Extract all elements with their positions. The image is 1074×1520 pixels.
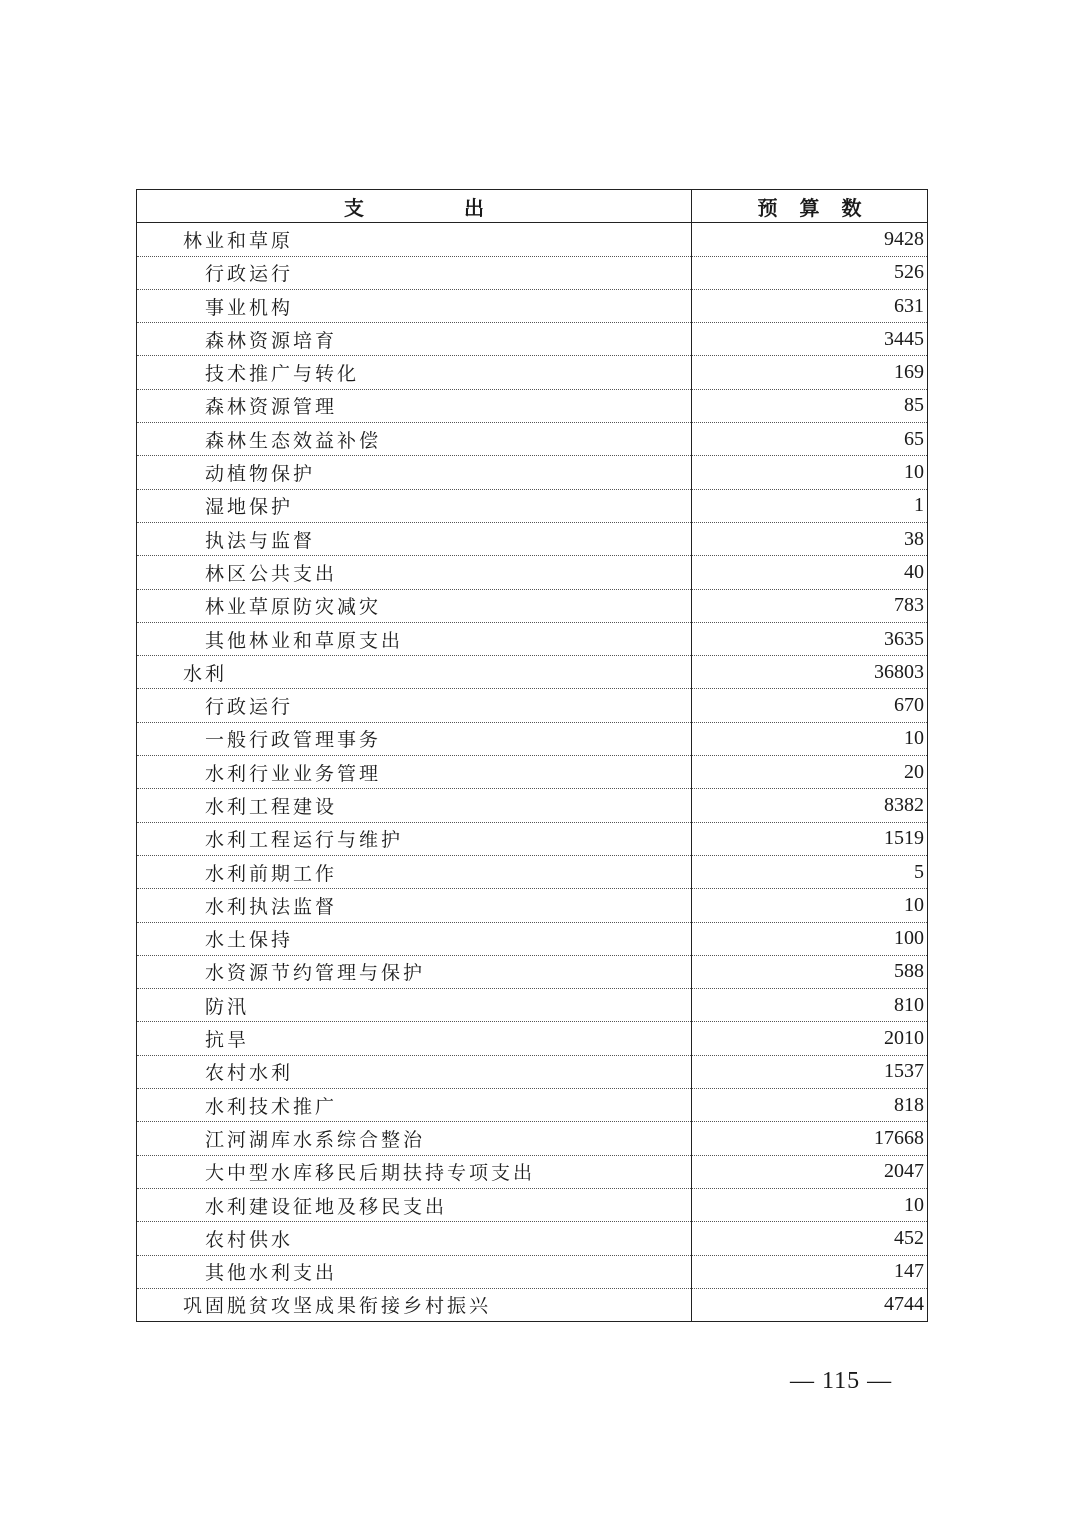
budget-value-cell: 670 xyxy=(692,689,928,722)
item-name-cell: 林业草原防灾减灾 xyxy=(137,589,692,622)
table-row xyxy=(137,1122,928,1155)
budget-value-cell: 783 xyxy=(692,589,928,622)
table-row xyxy=(137,456,928,489)
item-name-cell: 森林资源管理 xyxy=(137,389,692,422)
table-row xyxy=(137,1155,928,1188)
table-row xyxy=(137,1255,928,1288)
budget-value-cell: 1 xyxy=(692,489,928,522)
item-name-cell: 水利前期工作 xyxy=(137,855,692,888)
item-name-cell: 行政运行 xyxy=(137,689,692,722)
item-name-cell: 抗旱 xyxy=(137,1022,692,1055)
table-row xyxy=(137,323,928,356)
table-row xyxy=(137,689,928,722)
header-expenditure: 支出 xyxy=(137,190,692,223)
budget-value-cell: 1537 xyxy=(692,1055,928,1088)
budget-value-cell: 3635 xyxy=(692,622,928,655)
table-row xyxy=(137,522,928,555)
item-name-cell: 森林生态效益补偿 xyxy=(137,423,692,456)
budget-value-cell: 9428 xyxy=(692,223,928,256)
table-row xyxy=(137,1089,928,1122)
table-row xyxy=(137,722,928,755)
budget-value-cell: 10 xyxy=(692,889,928,922)
table-row xyxy=(137,356,928,389)
table-row xyxy=(137,656,928,689)
item-name-cell: 农村水利 xyxy=(137,1055,692,1088)
table-row xyxy=(137,756,928,789)
item-name-cell: 森林资源培育 xyxy=(137,323,692,356)
category-name-cell: 水利 xyxy=(137,656,692,689)
item-name-cell: 水利行业业务管理 xyxy=(137,756,692,789)
header-budget-amount: 预算数 xyxy=(692,190,928,223)
table-row xyxy=(137,423,928,456)
budget-value-cell: 147 xyxy=(692,1255,928,1288)
budget-value-cell: 8382 xyxy=(692,789,928,822)
item-name-cell: 事业机构 xyxy=(137,289,692,322)
table-row xyxy=(137,256,928,289)
category-name-cell: 巩固脱贫攻坚成果衔接乡村振兴 xyxy=(137,1288,692,1321)
item-name-cell: 水利工程运行与维护 xyxy=(137,822,692,855)
budget-value-cell: 3445 xyxy=(692,323,928,356)
budget-value-cell: 10 xyxy=(692,722,928,755)
item-name-cell: 大中型水库移民后期扶持专项支出 xyxy=(137,1155,692,1188)
budget-value-cell: 17668 xyxy=(692,1122,928,1155)
budget-value-cell: 85 xyxy=(692,389,928,422)
table-row xyxy=(137,1222,928,1255)
item-name-cell: 防汛 xyxy=(137,989,692,1022)
budget-value-cell: 2010 xyxy=(692,1022,928,1055)
item-name-cell: 动植物保护 xyxy=(137,456,692,489)
table-row xyxy=(137,855,928,888)
item-name-cell: 湿地保护 xyxy=(137,489,692,522)
table-body xyxy=(137,223,928,1322)
budget-value-cell: 65 xyxy=(692,423,928,456)
budget-value-cell: 5 xyxy=(692,855,928,888)
budget-value-cell: 36803 xyxy=(692,656,928,689)
item-name-cell: 技术推广与转化 xyxy=(137,356,692,389)
budget-value-cell: 20 xyxy=(692,756,928,789)
table-header-row xyxy=(137,190,928,223)
item-name-cell: 农村供水 xyxy=(137,1222,692,1255)
budget-value-cell: 2047 xyxy=(692,1155,928,1188)
budget-value-cell: 818 xyxy=(692,1089,928,1122)
budget-value-cell: 38 xyxy=(692,522,928,555)
table-row xyxy=(137,922,928,955)
table-row xyxy=(137,589,928,622)
table-row xyxy=(137,1022,928,1055)
item-name-cell: 水利工程建设 xyxy=(137,789,692,822)
table-row xyxy=(137,1188,928,1221)
table-row xyxy=(137,789,928,822)
item-name-cell: 其他林业和草原支出 xyxy=(137,622,692,655)
budget-value-cell: 4744 xyxy=(884,1293,924,1316)
budget-value-cell: 810 xyxy=(692,989,928,1022)
item-name-cell: 江河湖库水系综合整治 xyxy=(137,1122,692,1155)
item-name-cell: 水利建设征地及移民支出 xyxy=(137,1188,692,1221)
item-name-cell: 水土保持 xyxy=(137,922,692,955)
page-number: — 115 — xyxy=(790,1368,893,1394)
table-row xyxy=(137,289,928,322)
budget-value-cell: 100 xyxy=(692,922,928,955)
table-row xyxy=(137,556,928,589)
item-name-cell: 执法与监督 xyxy=(137,522,692,555)
budget-value-cell: 10 xyxy=(692,1188,928,1221)
table-row xyxy=(137,989,928,1022)
table-row xyxy=(137,822,928,855)
item-name-cell: 水资源节约管理与保护 xyxy=(137,955,692,988)
budget-value-cell: 526 xyxy=(692,256,928,289)
table-row xyxy=(137,1288,928,1321)
item-name-cell: 其他水利支出 xyxy=(137,1255,692,1288)
budget-value-cell: 1519 xyxy=(692,822,928,855)
budget-value-cell: 10 xyxy=(692,456,928,489)
budget-value-cell: 631 xyxy=(692,289,928,322)
item-name-cell: 行政运行 xyxy=(137,256,692,289)
budget-table xyxy=(136,189,928,1322)
budget-value-cell: 169 xyxy=(692,356,928,389)
category-name-cell: 林业和草原 xyxy=(137,223,692,256)
table-row xyxy=(137,955,928,988)
table-row xyxy=(137,889,928,922)
budget-value-cell: 452 xyxy=(692,1222,928,1255)
item-name-cell: 水利执法监督 xyxy=(137,889,692,922)
item-name-cell: 林区公共支出 xyxy=(137,556,692,589)
table-row xyxy=(137,223,928,256)
table-row xyxy=(137,389,928,422)
item-name-cell: 水利技术推广 xyxy=(137,1089,692,1122)
table-row xyxy=(137,489,928,522)
table-row xyxy=(137,622,928,655)
table-row xyxy=(137,1055,928,1088)
item-name-cell: 一般行政管理事务 xyxy=(137,722,692,755)
budget-value-cell: 40 xyxy=(692,556,928,589)
budget-value-cell: 588 xyxy=(692,955,928,988)
